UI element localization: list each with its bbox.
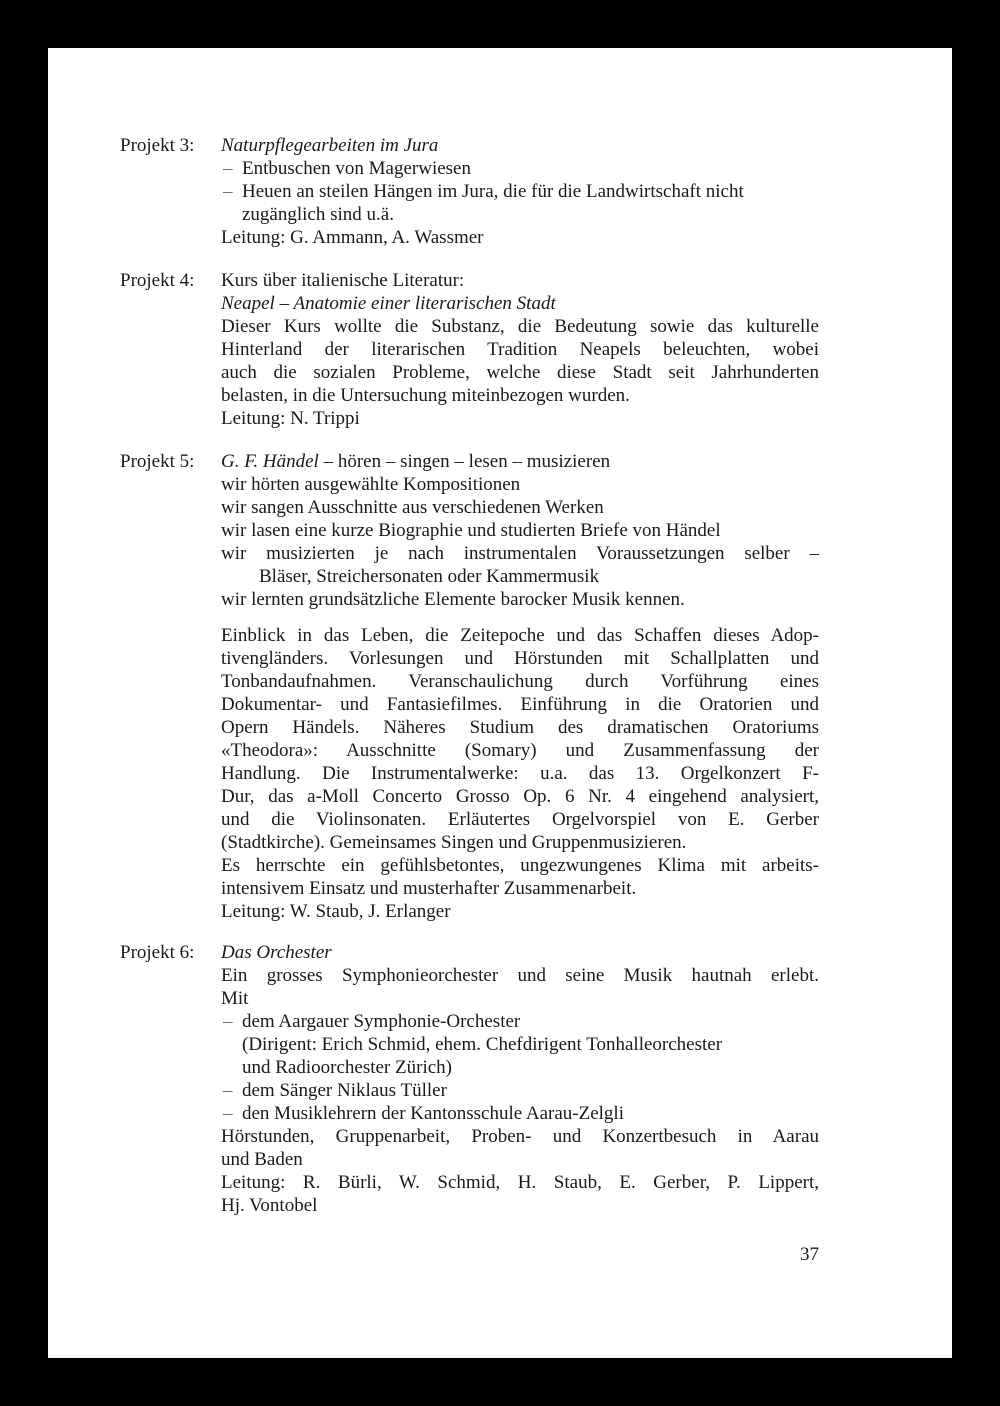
project-5-body-line: tivengländers. Vorlesungen und Hörstunden mit Schallplatten und (221, 648, 819, 669)
project-5-leitung: Leitung: W. Staub, J. Erlanger (221, 901, 451, 922)
project-5-body-line: Tonbandaufnahmen. Veranschaulichung durch Vorführung eines (221, 671, 819, 692)
project-4-section (221, 269, 819, 430)
project-5-title-composer: G. F. Händel (221, 451, 319, 472)
project-3-leitung: Leitung: G. Ammann, A. Wassmer (221, 227, 484, 248)
project-5-list-item: wir hörten ausgewählte Kompositionen (221, 474, 521, 495)
project-5-body-line: Dokumentar- und Fantasiefilmes. Einführung in die Oratorien und (221, 694, 819, 715)
project-5-section (221, 450, 819, 923)
project-5-title (221, 450, 819, 473)
project-4-title: Neapel – Anatomie einer literarischen Stadt (221, 293, 556, 314)
project-5-list-item: wir musizierten je nach instrumentalen Voraussetzungen selber – (221, 543, 819, 564)
project-3-label: Projekt 3: (120, 135, 195, 156)
project-5-body-line: Dur, das a-Moll Concerto Grosso Op. 6 Nr. 4 eingehend analysiert, (221, 786, 819, 807)
project-4-body-line: Dieser Kurs wollte die Substanz, die Bedeutung sowie das kulturelle (221, 316, 819, 337)
project-6-item-continued: (Dirigent: Erich Schmid, ehem. Chefdirigent Tonhalleorchester (242, 1034, 723, 1055)
project-6-section (221, 941, 819, 1217)
project-6-item: – den Musiklehrern der Kantonsschule Aarau-Zelgli (221, 1102, 819, 1125)
project-5-list-item: wir lasen eine kurze Biographie und studierten Briefe von Händel (221, 520, 721, 541)
project-6-item: – dem Aargauer Symphonie-Orchester (221, 1010, 819, 1033)
document-page (48, 48, 952, 1358)
project-6-leitung-continued: Hj. Vontobel (221, 1195, 318, 1216)
project-5-list-item: wir sangen Ausschnitte aus verschiedenen Werken (221, 497, 604, 518)
project-5-body-line: (Stadtkirche). Gemeinsames Singen und Gruppenmusizieren. (221, 832, 687, 853)
project-3-item: – Entbuschen von Magerwiesen (221, 157, 819, 180)
project-4-body-line: belasten, in die Untersuchung miteinbezogen wurden. (221, 385, 630, 406)
project-6-body-line: Hörstunden, Gruppenarbeit, Proben- und Konzertbesuch in Aarau (221, 1126, 819, 1147)
project-6-item-continued: und Radioorchester Zürich) (242, 1057, 452, 1078)
page-number: 37 (800, 1244, 819, 1265)
project-5-list-item: wir lernten grundsätzliche Elemente barocker Musik kennen. (221, 589, 685, 610)
project-3-item: – Heuen an steilen Hängen im Jura, die für die Landwirtschaft nicht (221, 180, 819, 203)
project-4-body-line: Hinterland der literarischen Tradition Neapels beleuchten, wobei (221, 339, 819, 360)
project-6-body-line: Mit (221, 988, 249, 1009)
project-5-body-line: intensivem Einsatz und musterhafter Zusammenarbeit. (221, 878, 637, 899)
project-5-body-line: Einblick in das Leben, die Zeitepoche und das Schaffen dieses Adop- (221, 625, 819, 646)
project-6-leitung: Leitung: R. Bürli, W. Schmid, H. Staub, E. Gerber, P. Lippert, (221, 1172, 819, 1193)
project-5-list-item-continued: Bläser, Streichersonaten oder Kammermusik (259, 566, 600, 587)
project-3-title: Naturpflegearbeiten im Jura (221, 135, 439, 156)
project-4-label: Projekt 4: (120, 270, 195, 291)
project-3-item-continued: zugänglich sind u.ä. (242, 204, 394, 225)
project-4-leitung: Leitung: N. Trippi (221, 408, 360, 429)
project-4-intro: Kurs über italienische Literatur: (221, 270, 465, 291)
project-5-body-line: und die Violinsonaten. Erläutertes Orgelvorspiel von E. Gerber (221, 809, 819, 830)
project-6-body-line: Ein grosses Symphonieorchester und seine Musik hautnah erlebt. (221, 965, 819, 986)
project-5-body-line: Handlung. Die Instrumentalwerke: u.a. das 13. Orgelkonzert F- (221, 763, 819, 784)
project-5-title-rest: – hören – singen – lesen – musizieren (318, 451, 611, 472)
project-6-body-line: und Baden (221, 1149, 303, 1170)
project-5-body-line: Es herrschte ein gefühlsbetontes, ungezwungenes Klima mit arbeits- (221, 855, 819, 876)
project-4-body-line: auch die sozialen Probleme, welche diese Stadt seit Jahrhunderten (221, 362, 819, 383)
project-5-label: Projekt 5: (120, 451, 195, 472)
project-6-title: Das Orchester (221, 942, 332, 963)
project-3-section (221, 134, 819, 249)
project-6-label: Projekt 6: (120, 942, 195, 963)
project-5-body-line: Opern Händels. Näheres Studium des dramatischen Oratoriums (221, 717, 819, 738)
project-5-body-line: «Theodora»: Ausschnitte (Somary) und Zusammenfassung der (221, 740, 819, 761)
project-6-item: – dem Sänger Niklaus Tüller (221, 1079, 819, 1102)
